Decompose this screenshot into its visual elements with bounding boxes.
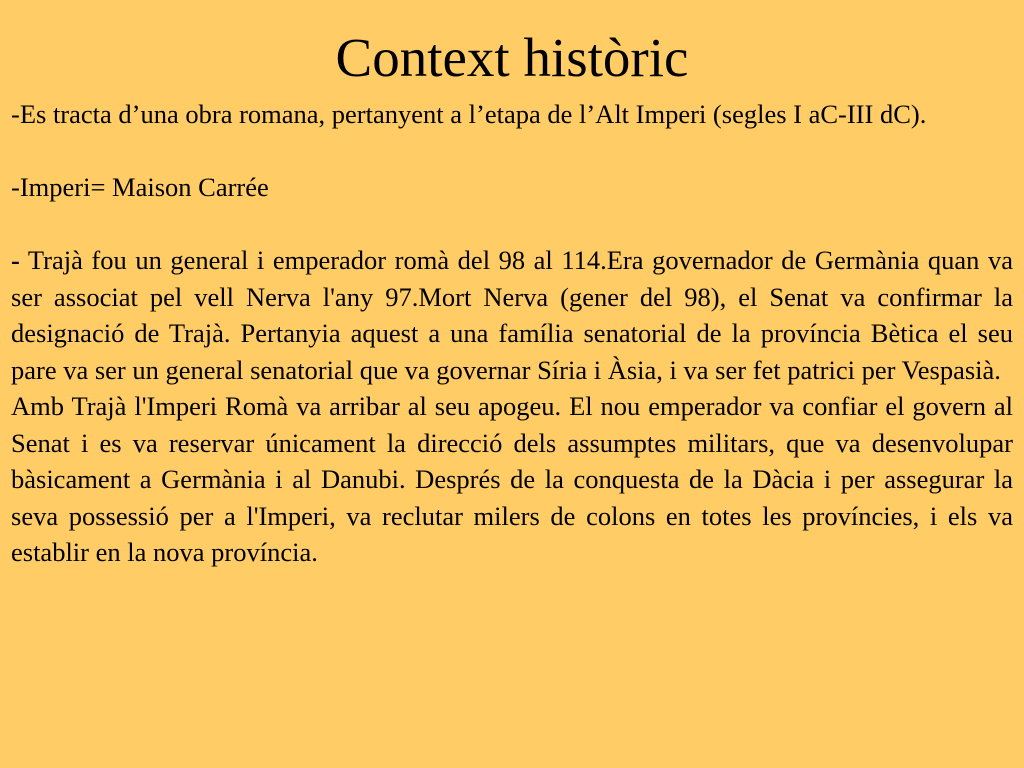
paragraph-maison-carree: -Imperi= Maison Carrée — [11, 172, 269, 202]
paragraph-spacer — [11, 133, 1013, 170]
paragraph-roman-work: -Es tracta d’una obra romana, pertanyent a l’etapa de l’Alt Imperi (segles I aC-III dC). — [11, 99, 927, 129]
paragraph-spacer — [11, 206, 1013, 243]
slide-body — [11, 96, 1013, 571]
paragraph-trajan-bio — [11, 242, 1013, 388]
slide-title: Context històric — [335, 27, 689, 88]
paragraph-empire-apogee: Amb Trajà l'Imperi Romà va arribar al seu apogeu. El nou emperador va confiar el govern al Senat i es va reservar únicament la direcció dels assumptes militars, que va desenvolupar bàsicament a Germània i al Danubi. Després de la conquesta de la Dàcia i per assegurar la seva possessió per a l'Imperi, va reclutar milers de colons en totes les províncies, i els va establir en la nova província. — [11, 391, 1013, 567]
bullet-dash: - — [11, 245, 20, 275]
paragraph-trajan-bio-text: Trajà fou un general i emperador romà del 98 al 114.Era governador de Germània quan va ser associat pel vell Nerva l'any 97.Mort Nerva (gener del 98), el Senat va confirmar la designació de Trajà. Pertanyia aquest a una família senatorial de la província Bètica el seu pare va ser un general senatorial que va governar Síria i Àsia, i va ser fet patrici per Vespasià. — [11, 245, 1013, 385]
